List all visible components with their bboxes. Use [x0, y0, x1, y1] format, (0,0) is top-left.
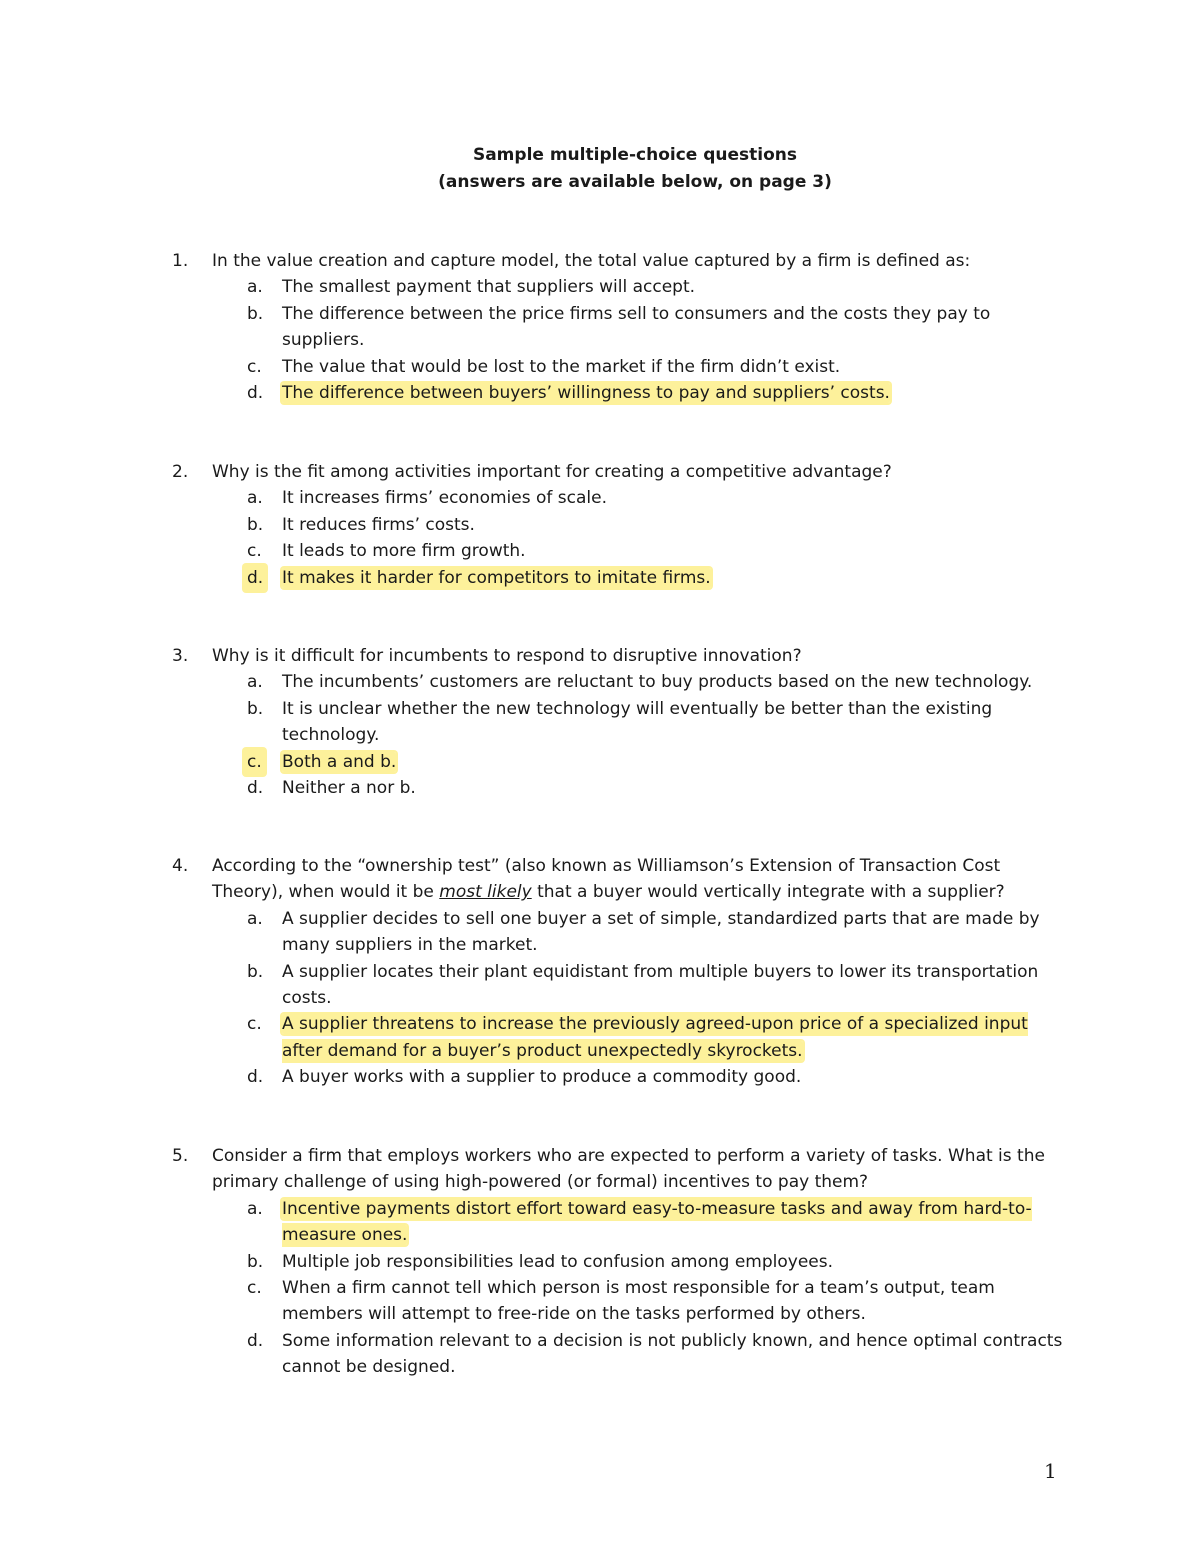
question-number: 1. [172, 251, 189, 271]
option-b [172, 696, 1072, 749]
question-number: 4. [172, 856, 189, 876]
option-letter: a. [247, 277, 263, 298]
option-text: It leads to more firm growth. [282, 541, 526, 562]
option-c [172, 538, 1072, 564]
option-text: A supplier locates their plant equidistant from multiple buyers to lower its transportation costs. [282, 961, 1039, 1009]
option-d [172, 1328, 1072, 1381]
option-b [172, 959, 1072, 1012]
highlighted-option-letter: d. [244, 565, 266, 591]
option-letter: c. [247, 1014, 262, 1035]
question-text: Consider a firm that employs workers who are expected to perform a variety of tasks. What is the primary challenge of using high-powered (or formal) incentives to pay them? [212, 1146, 1045, 1193]
document-title [0, 142, 1200, 196]
question-stem [172, 643, 1072, 669]
option-d-correct [172, 380, 1072, 406]
option-text: The incumbents’ customers are reluctant to buy products based on the new technology. [282, 672, 1033, 693]
question-3 [172, 643, 1072, 801]
option-letter: b. [247, 698, 264, 719]
question-text-part-2: that a buyer would vertically integrate with a supplier? [531, 882, 1005, 903]
option-b [172, 512, 1072, 538]
option-a [172, 906, 1072, 959]
option-a [172, 485, 1072, 511]
option-a [172, 669, 1072, 695]
question-stem [172, 1143, 1072, 1196]
option-a [172, 274, 1072, 300]
option-d [172, 1064, 1072, 1090]
option-letter: c. [247, 1278, 262, 1299]
question-5 [172, 1143, 1072, 1381]
option-letter: a. [247, 1198, 263, 1219]
option-text: The value that would be lost to the market if the firm didn’t exist. [282, 356, 841, 377]
option-c [172, 1275, 1072, 1328]
option-letter: d. [247, 1330, 264, 1351]
option-text: A buyer works with a supplier to produce a commodity good. [282, 1067, 802, 1088]
option-letter: b. [247, 514, 264, 535]
highlighted-answer-text: A supplier threatens to increase the previously agreed-upon price of a specialized input after demand for a buyer’s product unexpectedly skyrockets. [282, 1014, 1028, 1061]
option-text: The difference between the price firms sell to consumers and the costs they pay to suppliers. [282, 303, 991, 351]
highlighted-answer-text: The difference between buyers’ willingness to pay and suppliers’ costs. [282, 383, 890, 404]
option-letter: d. [247, 1067, 264, 1088]
question-number: 2. [172, 462, 189, 482]
question-stem [172, 853, 1072, 906]
highlighted-answer-text: It makes it harder for competitors to imitate firms. [282, 567, 711, 588]
option-d-correct [172, 565, 1072, 591]
title-line-2: (answers are available below, on page 3) [438, 172, 832, 192]
option-letter: b. [247, 961, 264, 982]
highlighted-answer-text: Both a and b. [282, 751, 397, 772]
question-number: 3. [172, 646, 189, 666]
question-4 [172, 853, 1072, 1091]
option-letter: d. [247, 778, 264, 799]
option-c-correct [172, 749, 1072, 775]
option-text: It increases firms’ economies of scale. [282, 488, 608, 509]
question-stem [172, 248, 1072, 274]
question-stem [172, 459, 1072, 485]
option-letter: a. [247, 488, 263, 509]
option-c [172, 354, 1072, 380]
option-d [172, 775, 1072, 801]
option-a-correct [172, 1196, 1072, 1249]
option-letter: c. [247, 541, 262, 562]
option-letter: c. [247, 356, 262, 377]
option-text: When a firm cannot tell which person is most responsible for a team’s output, team members will attempt to free-ride on the tasks performed by others. [282, 1278, 995, 1325]
option-letter: a. [247, 672, 263, 693]
option-letter: b. [247, 303, 264, 324]
highlighted-option-letter: c. [244, 749, 265, 775]
option-c-correct [172, 1011, 1072, 1064]
title-line-1: Sample multiple-choice questions [472, 145, 798, 165]
question-2 [172, 459, 1072, 591]
question-text: Why is the fit among activities important for creating a competitive advantage? [212, 462, 892, 482]
question-text-part-1: According to the “ownership test” (also known as Williamson’s Extension of Transaction Cost Theory), when would it be [212, 856, 1001, 903]
option-text: Some information relevant to a decision is not publicly known, and hence optimal contracts cannot be designed. [282, 1330, 1063, 1378]
option-b [172, 1249, 1072, 1275]
question-number: 5. [172, 1146, 189, 1166]
highlighted-answer-text: Incentive payments distort effort toward easy-to-measure tasks and away from hard-to-measure ones. [282, 1198, 1032, 1246]
page-number: 1 [1044, 1459, 1057, 1483]
option-text: Neither a nor b. [282, 778, 416, 799]
option-letter: a. [247, 908, 263, 929]
option-text: Multiple job responsibilities lead to confusion among employees. [282, 1251, 834, 1272]
option-text: The smallest payment that suppliers will accept. [282, 277, 696, 298]
option-text: It reduces firms’ costs. [282, 514, 475, 535]
emphasized-text: most likely [439, 882, 532, 903]
option-text: A supplier decides to sell one buyer a set of simple, standardized parts that are made by many suppliers in the market. [282, 908, 1040, 956]
question-text: Why is it difficult for incumbents to respond to disruptive innovation? [212, 646, 802, 666]
question-1 [172, 248, 1072, 406]
option-letter: b. [247, 1251, 264, 1272]
option-text: It is unclear whether the new technology will eventually be better than the existing technology. [282, 698, 993, 746]
option-letter: d. [247, 383, 264, 404]
question-text: In the value creation and capture model, the total value captured by a firm is defined as: [212, 251, 971, 271]
option-b [172, 301, 1072, 354]
